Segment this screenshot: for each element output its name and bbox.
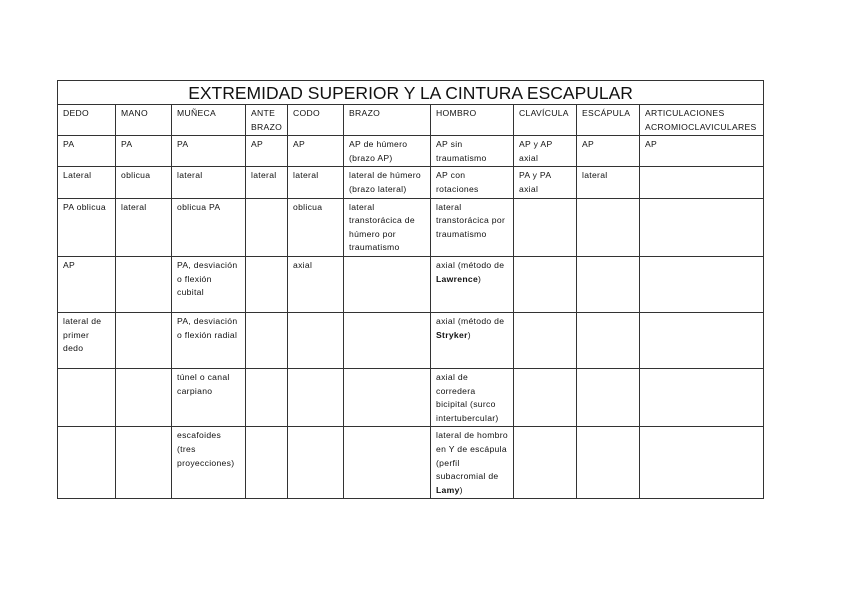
column-header: CLAVÍCULA	[514, 105, 577, 136]
table-cell	[344, 312, 431, 368]
table-cell	[431, 256, 514, 312]
header-row	[58, 105, 764, 136]
table-cell	[344, 368, 431, 426]
method-name: Lawrence	[436, 273, 479, 284]
cell-text: axial (método de	[436, 259, 505, 270]
table-cell	[246, 256, 288, 312]
table-cell	[514, 198, 577, 256]
table-cell: AP y AP axial	[514, 136, 577, 167]
table-cell: PA, desviación o flexión cubital	[172, 256, 246, 312]
method-name: Stryker	[436, 329, 468, 340]
table-cell: lateral	[246, 167, 288, 198]
table-cell	[431, 427, 514, 499]
table-cell: escafoides (tres proyecciones)	[172, 427, 246, 499]
cell-text: )	[478, 273, 482, 284]
column-header: MANO	[116, 105, 172, 136]
table-cell: AP	[58, 256, 116, 312]
title-row	[58, 81, 764, 105]
column-header: CODO	[288, 105, 344, 136]
table-cell	[431, 312, 514, 368]
table-row	[58, 167, 764, 198]
table-cell: PA	[116, 136, 172, 167]
table-cell	[514, 368, 577, 426]
table-cell: PA, desviación o flexión radial	[172, 312, 246, 368]
table-cell	[577, 312, 640, 368]
table-cell: oblicua	[288, 198, 344, 256]
table-cell: PA	[58, 136, 116, 167]
table-cell: PA y PA axial	[514, 167, 577, 198]
table-cell	[246, 427, 288, 499]
column-header: BRAZO	[344, 105, 431, 136]
table-cell	[640, 256, 764, 312]
table-cell	[514, 312, 577, 368]
table-cell	[246, 198, 288, 256]
table-cell	[116, 368, 172, 426]
table-cell	[288, 312, 344, 368]
column-header: HOMBRO	[431, 105, 514, 136]
table-cell	[577, 368, 640, 426]
table-cell	[640, 312, 764, 368]
column-header: ANTE BRAZO	[246, 105, 288, 136]
table-cell: oblicua PA	[172, 198, 246, 256]
table-cell	[58, 427, 116, 499]
table-cell: lateral	[288, 167, 344, 198]
table-row	[58, 256, 764, 312]
table-cell: AP	[288, 136, 344, 167]
table-cell	[577, 198, 640, 256]
table-cell: Lateral	[58, 167, 116, 198]
table-cell	[344, 427, 431, 499]
table-cell: AP sin traumatismo	[431, 136, 514, 167]
table-cell	[116, 312, 172, 368]
table-cell: lateral de primer dedo	[58, 312, 116, 368]
table-cell: AP	[640, 136, 764, 167]
table-cell	[640, 198, 764, 256]
table-cell	[288, 427, 344, 499]
table-cell: AP de húmero (brazo AP)	[344, 136, 431, 167]
table-row	[58, 427, 764, 499]
table-cell: lateral	[172, 167, 246, 198]
table-cell: lateral de húmero (brazo lateral)	[344, 167, 431, 198]
table-row	[58, 136, 764, 167]
table-cell: PA	[172, 136, 246, 167]
table-cell: lateral	[116, 198, 172, 256]
table-cell	[577, 427, 640, 499]
cell-text: axial (método de	[436, 315, 505, 326]
table-cell: AP	[246, 136, 288, 167]
table-cell	[640, 167, 764, 198]
table-cell	[514, 427, 577, 499]
table-cell	[58, 368, 116, 426]
table-cell	[344, 256, 431, 312]
table-row	[58, 198, 764, 256]
table-cell: lateral transtorácica por traumatismo	[431, 198, 514, 256]
table-cell: axial	[288, 256, 344, 312]
column-header: DEDO	[58, 105, 116, 136]
table-row	[58, 312, 764, 368]
table-cell	[246, 368, 288, 426]
table-cell: PA oblicua	[58, 198, 116, 256]
column-header: ARTICULACIONES ACROMIOCLAVICULARES	[640, 105, 764, 136]
table-cell	[116, 427, 172, 499]
table-cell	[246, 312, 288, 368]
table-cell	[640, 427, 764, 499]
projections-table	[57, 80, 764, 499]
table-cell: AP con rotaciones	[431, 167, 514, 198]
table-cell	[514, 256, 577, 312]
column-header: ESCÁPULA	[577, 105, 640, 136]
table-cell: AP	[577, 136, 640, 167]
table-cell: axial de corredera bicipital (surco intertubercular)	[431, 368, 514, 426]
column-header: MUÑECA	[172, 105, 246, 136]
cell-text: )	[467, 329, 471, 340]
table-cell	[640, 368, 764, 426]
cell-text: )	[459, 484, 463, 495]
table-cell: lateral	[577, 167, 640, 198]
table-cell: lateral transtorácica de húmero por traumatismo	[344, 198, 431, 256]
method-name: Lamy	[436, 484, 460, 495]
table-cell	[288, 368, 344, 426]
cell-text: lateral de hombro en Y de escápula (perfil subacromial de	[436, 430, 508, 482]
table-title: EXTREMIDAD SUPERIOR Y LA CINTURA ESCAPULAR	[58, 81, 764, 105]
table-cell	[116, 256, 172, 312]
table-cell	[577, 256, 640, 312]
table-row	[58, 368, 764, 426]
table-cell: oblicua	[116, 167, 172, 198]
table-cell: túnel o canal carpiano	[172, 368, 246, 426]
